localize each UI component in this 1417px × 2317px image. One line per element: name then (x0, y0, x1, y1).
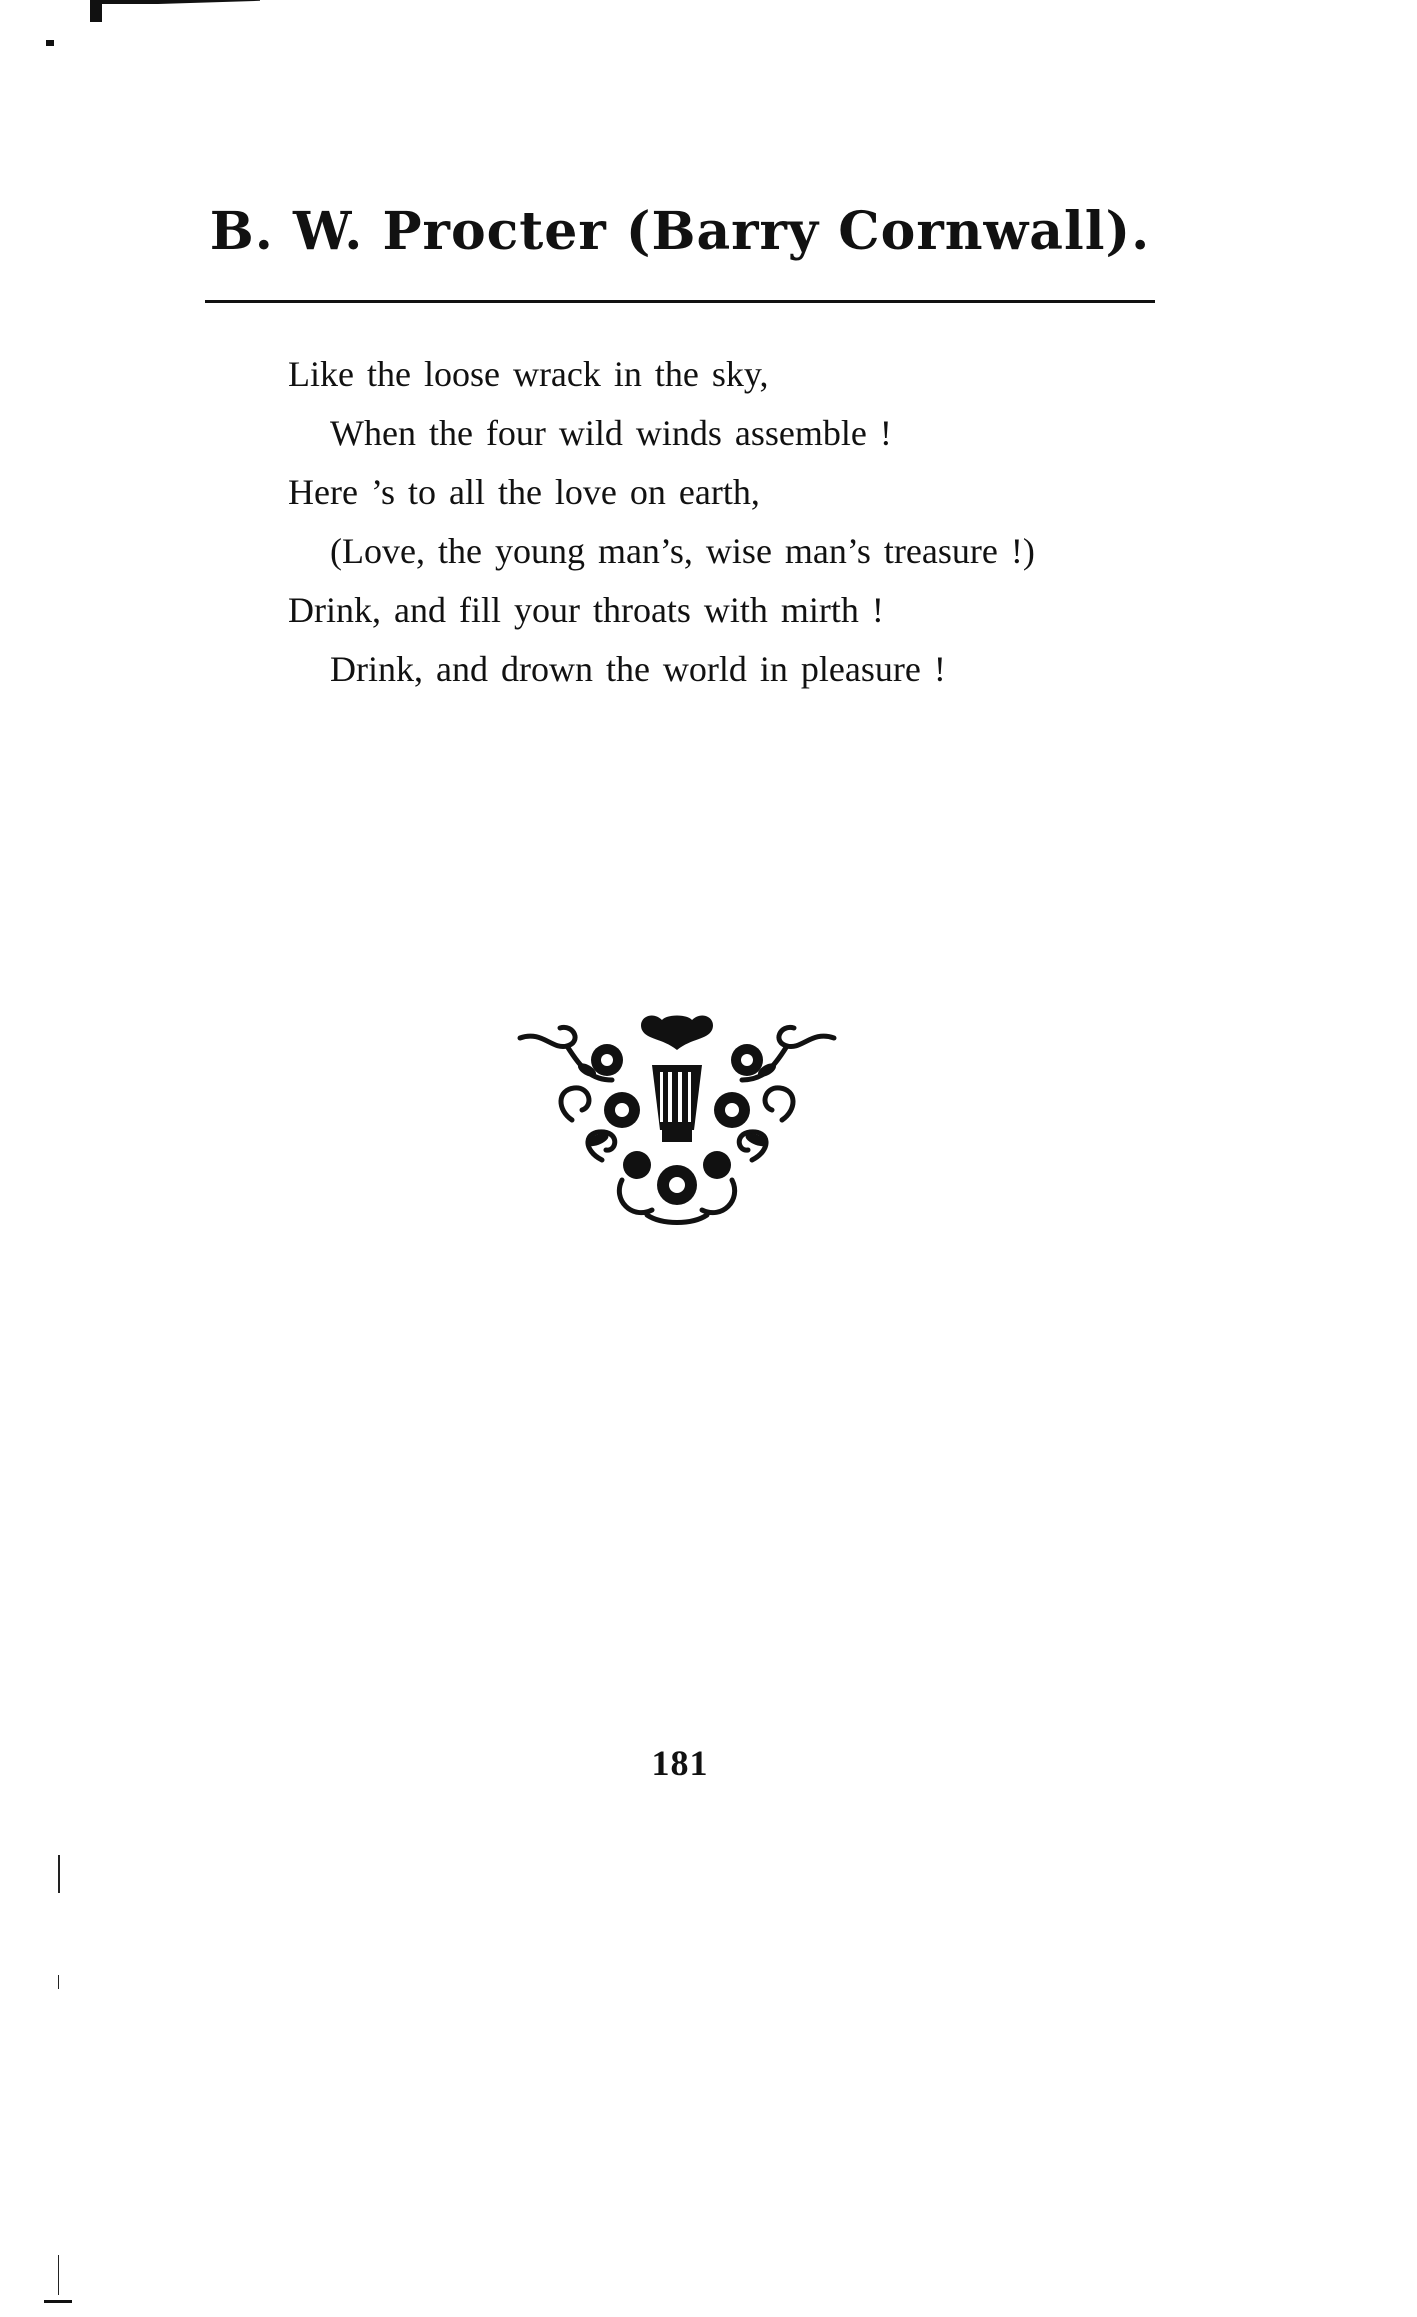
floral-ornament-icon (512, 1010, 842, 1230)
poem-line: Here ’s to all the love on earth, (288, 472, 760, 512)
poem-line: (Love, the young man’s, wise man’s treasure !) (330, 531, 1035, 571)
poem-line: Like the loose wrack in the sky, (288, 354, 769, 394)
scan-edge-line (58, 1975, 59, 1989)
page-title: B. W. Procter (Barry Cornwall). (209, 201, 1151, 262)
page-number: 181 (651, 1743, 709, 1783)
poem-stanza (288, 345, 1188, 699)
header-rule (205, 300, 1155, 303)
scan-edge-line (58, 1855, 60, 1893)
scan-artifact-top (90, 0, 260, 4)
poem-line: When the four wild winds assemble ! (330, 413, 892, 453)
page-header (200, 195, 1160, 269)
scan-edge-mark (44, 2300, 72, 2303)
poem-line: Drink, and drown the world in pleasure ! (330, 649, 946, 689)
scan-edge-line (58, 2255, 59, 2295)
scan-artifact-top-edge (90, 0, 102, 22)
scan-artifact-dot (46, 40, 54, 46)
poem-line: Drink, and fill your throats with mirth ! (288, 590, 884, 630)
